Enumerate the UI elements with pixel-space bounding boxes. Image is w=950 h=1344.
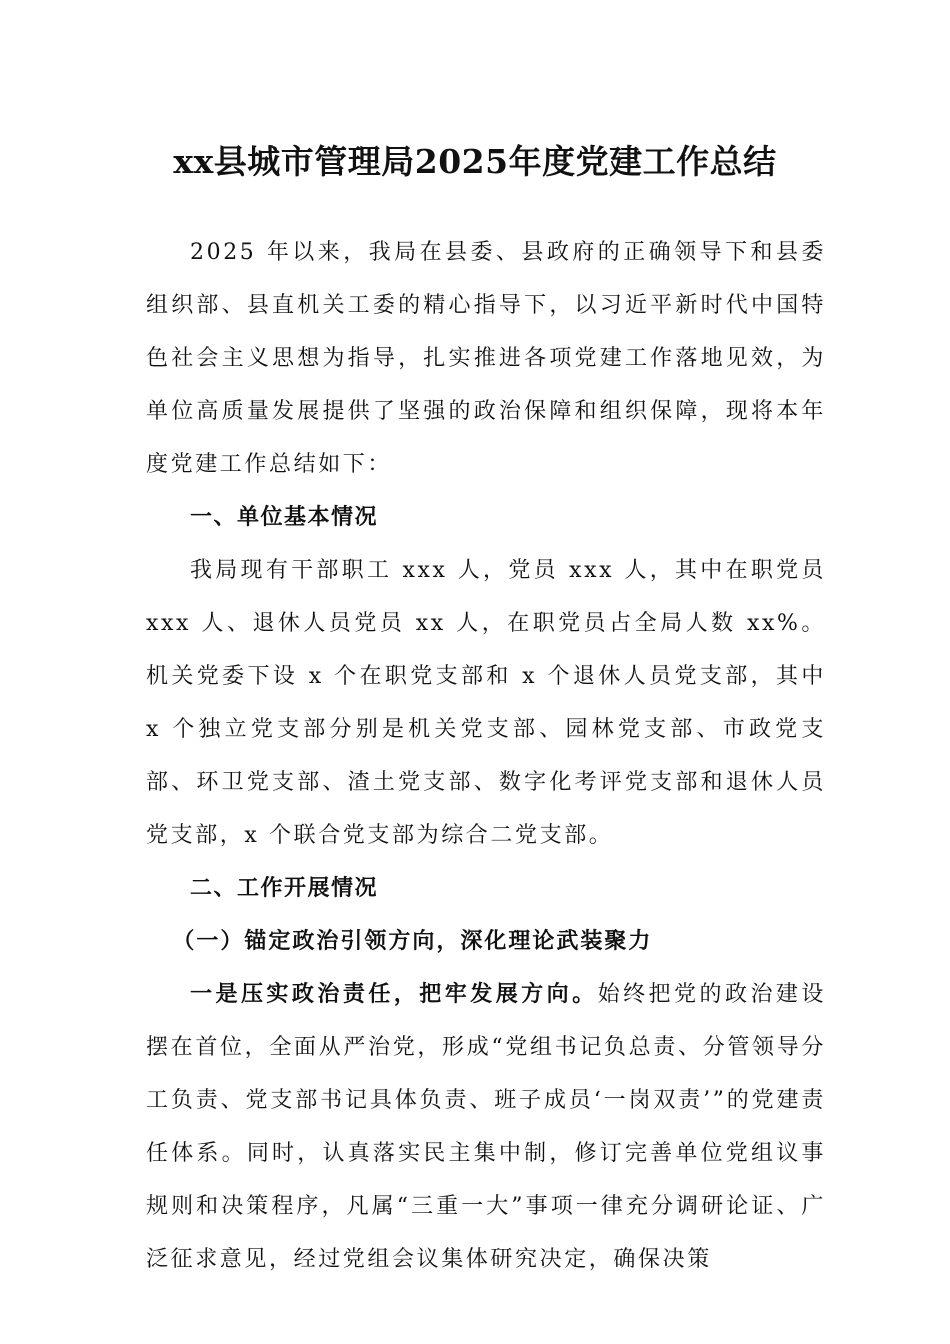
political-responsibility-paragraph bbox=[146, 968, 826, 1286]
basic-info-paragraph: 我局现有干部职工 xxx 人，党员 xxx 人，其中在职党员 xxx 人、退休人员党员 xx 人，在职党员占全局人数 xx%。机关党委下设 x 个在职党支部和 x 个退休人员党支部，其中 x 个独立党支部分别是机关党支部、园林党支部、市政党支部、环卫党支部、渣土党支部、数字化考评党支部和退休人员党支部，x 个联合党支部为综合二党支部。 bbox=[146, 558, 826, 848]
paragraph-lead-sentence: 一是压实政治责任，把牢发展方向。 bbox=[190, 981, 598, 1007]
document-body bbox=[146, 226, 826, 1286]
section-heading-work-progress: 二、工作开展情况 bbox=[190, 876, 379, 901]
section-heading-basic-info: 一、单位基本情况 bbox=[190, 505, 379, 530]
document-title: xx县城市管理局2025年度党建工作总结 bbox=[173, 142, 777, 181]
paragraph-body-text: 始终把党的政治建设摆在首位，全面从严治党，形成“党组书记负总责、分管领导分工负责、党支部书记具体负责、班子成员‘一岗双责’”的党建责任体系。同时，认真落实民主集中制，修订完善单位党组议事规则和决策程序，凡属“三重一大”事项一律充分调研论证、广泛征求意见，经过党组会议集体研究决定，确保决策 bbox=[146, 982, 826, 1272]
subsection-heading-political-guidance: （一）锚定政治引领方向，深化理论武装聚力 bbox=[172, 928, 653, 954]
intro-paragraph: 2025 年以来，我局在县委、县政府的正确领导下和县委组织部、县直机关工委的精心指导下，以习近平新时代中国特色社会主义思想为指导，扎实推进各项党建工作落地见效，为单位高质量发展提供了坚强的政治保障和组织保障，现将本年度党建工作总结如下： bbox=[146, 240, 826, 477]
